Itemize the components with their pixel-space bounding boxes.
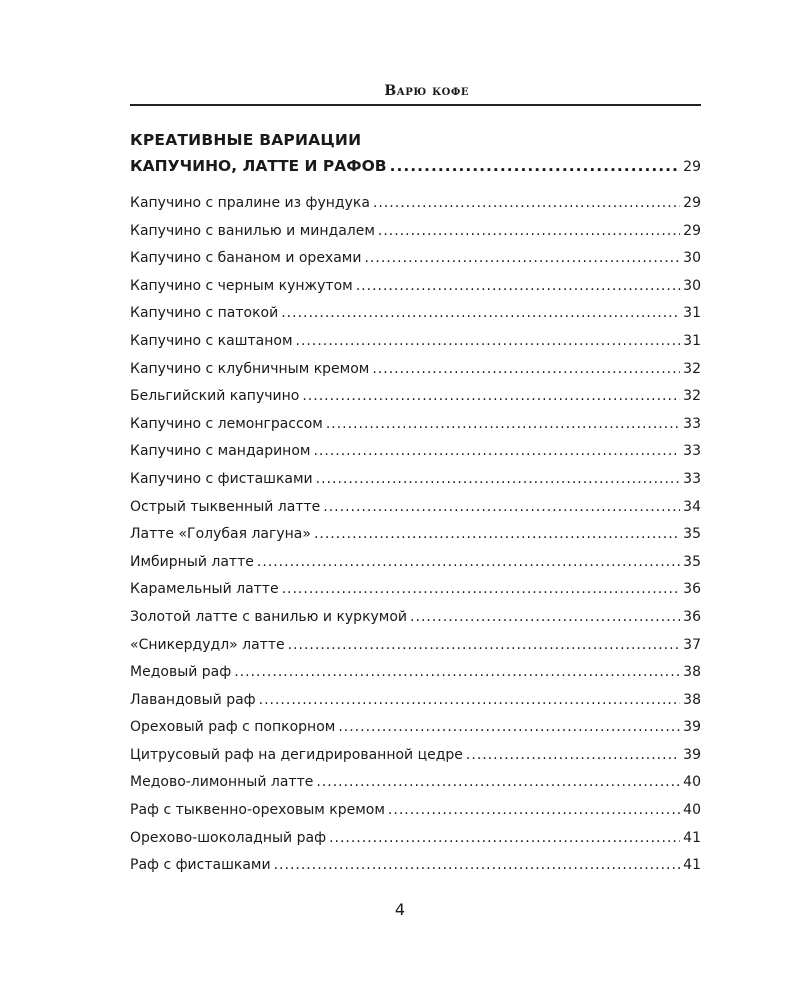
toc-entry-page: 30: [683, 250, 701, 267]
toc-entry[interactable]: [130, 328, 701, 356]
running-header: [130, 80, 701, 106]
page-number: 4: [394, 900, 406, 919]
leader-dots: [373, 190, 680, 218]
toc-section-heading: [130, 127, 701, 179]
toc-entry[interactable]: [130, 852, 701, 880]
toc-entry[interactable]: [130, 300, 701, 328]
toc-entry[interactable]: [130, 659, 701, 687]
toc-entry-title: Медовый раф: [130, 664, 232, 681]
toc-entry[interactable]: [130, 797, 701, 825]
leader-dots: [364, 245, 680, 273]
toc-entry-title: Капучино с бананом и орехами: [130, 250, 362, 267]
toc-entry[interactable]: [130, 411, 701, 439]
leader-dots: [257, 549, 680, 577]
toc-entry-page: 38: [683, 664, 701, 681]
toc-entry-title: Острый тыквенный латте: [130, 498, 321, 515]
section-title-line1: КРЕАТИВНЫЕ ВАРИАЦИИ: [130, 131, 362, 149]
toc-entry-page: 39: [683, 719, 701, 736]
section-title-line2-row[interactable]: [130, 153, 701, 179]
leader-dots: [323, 494, 680, 522]
leader-dots: [313, 438, 680, 466]
leader-dots: [274, 852, 681, 880]
toc-entry-page: 34: [683, 498, 701, 515]
leader-dots: [338, 714, 680, 742]
toc-entry[interactable]: [130, 356, 701, 384]
toc-entry-title: Капучино с ванилью и миндалем: [130, 222, 375, 239]
toc-entry[interactable]: [130, 549, 701, 577]
toc-entry[interactable]: [130, 273, 701, 301]
leader-dots: [259, 687, 681, 715]
toc-entry-title: Медово-лимонный латте: [130, 774, 314, 791]
leader-dots: [282, 576, 681, 604]
leader-dots: [390, 153, 681, 179]
toc-entry[interactable]: [130, 438, 701, 466]
toc-entry-title: Капучино с фисташками: [130, 470, 313, 487]
leader-dots: [372, 356, 680, 384]
toc-entry[interactable]: [130, 245, 701, 273]
toc-entry[interactable]: [130, 714, 701, 742]
toc-entry-page: 36: [683, 608, 701, 625]
toc-entry-page: 35: [683, 553, 701, 570]
toc-entry-page: 32: [683, 388, 701, 405]
toc-entry[interactable]: [130, 769, 701, 797]
toc-entry-page: 39: [683, 746, 701, 763]
leader-dots: [326, 411, 680, 439]
toc-entry-title: Раф с фисташками: [130, 857, 271, 874]
toc-entry-page: 32: [683, 360, 701, 377]
leader-dots: [296, 328, 681, 356]
toc-entry[interactable]: [130, 383, 701, 411]
toc-entry-page: 29: [683, 195, 701, 211]
toc-entry-page: 41: [683, 829, 701, 846]
toc-entry-title: Капучино с лемонграссом: [130, 415, 323, 432]
leader-dots: [288, 632, 681, 660]
leader-dots: [234, 659, 680, 687]
leader-dots: [466, 742, 680, 770]
toc-entry-title: Капучино с пралине из фундука: [130, 195, 370, 211]
toc-entry-page: 38: [683, 691, 701, 708]
toc-entry[interactable]: [130, 521, 701, 549]
toc-entry-title: Капучино с клубничным кремом: [130, 360, 370, 377]
toc-entry[interactable]: [130, 825, 701, 853]
leader-dots: [316, 769, 680, 797]
toc-entry-page: 40: [683, 802, 701, 819]
toc-entry[interactable]: [130, 494, 701, 522]
toc-entry-page: 33: [683, 470, 701, 487]
toc-entry-page: 36: [683, 581, 701, 598]
toc-entry-title: Капучино с патокой: [130, 305, 279, 322]
toc-entry-page: 40: [683, 774, 701, 791]
leader-dots: [302, 383, 680, 411]
toc-entry[interactable]: [130, 576, 701, 604]
toc-entry-page: 29: [683, 222, 701, 239]
section-page-number: 29: [683, 159, 701, 175]
toc-entry-page: 35: [683, 526, 701, 543]
toc-entry-title: Золотой латте с ванилью и куркумой: [130, 608, 408, 625]
toc-entry-title: Ореховый раф с попкорном: [130, 719, 336, 736]
leader-dots: [356, 273, 680, 301]
leader-dots: [281, 300, 680, 328]
toc-entry-page: 31: [683, 305, 701, 322]
toc-entry-title: Капучино с мандарином: [130, 443, 311, 460]
toc-entry-title: Капучино с каштаном: [130, 332, 293, 349]
toc-entry-page: 41: [683, 857, 701, 874]
toc-entry[interactable]: [130, 632, 701, 660]
toc-entry-page: 33: [683, 415, 701, 432]
toc-entry-title: Орехово-шоколадный раф: [130, 829, 327, 846]
leader-dots: [410, 604, 680, 632]
leader-dots: [329, 825, 680, 853]
toc-entry[interactable]: [130, 687, 701, 715]
toc-entry[interactable]: [130, 466, 701, 494]
leader-dots: [314, 521, 680, 549]
section-title-line2: КАПУЧИНО, ЛАТТЕ И РАФОВ: [130, 157, 387, 175]
toc-entry-title: Лавандовый раф: [130, 691, 256, 708]
toc-entry-page: 37: [683, 636, 701, 653]
toc-entry-title: Имбирный латте: [130, 553, 254, 570]
toc-entry[interactable]: [130, 190, 701, 218]
toc-entry[interactable]: [130, 218, 701, 246]
leader-dots: [388, 797, 680, 825]
toc-entry-title: Латте «Голубая лагуна»: [130, 526, 311, 543]
toc-entry-page: 33: [683, 443, 701, 460]
book-title: Варю кофе: [384, 83, 469, 99]
toc-entry[interactable]: [130, 742, 701, 770]
toc-entry-title: Цитрусовый раф на дегидрированной цедре: [130, 746, 463, 763]
leader-dots: [316, 466, 681, 494]
toc-entry-title: Карамельный латте: [130, 581, 279, 598]
toc-entry-page: 30: [683, 277, 701, 294]
toc-entry[interactable]: [130, 604, 701, 632]
toc-entry-title: Капучино с черным кунжутом: [130, 277, 353, 294]
leader-dots: [378, 218, 680, 246]
toc-entry-page: 31: [683, 332, 701, 349]
toc-entry-title: «Сникердудл» латте: [130, 636, 285, 653]
toc-entries: [130, 190, 701, 880]
toc-entry-title: Раф с тыквенно-ореховым кремом: [130, 802, 385, 819]
toc-entry-title: Бельгийский капучино: [130, 388, 300, 405]
